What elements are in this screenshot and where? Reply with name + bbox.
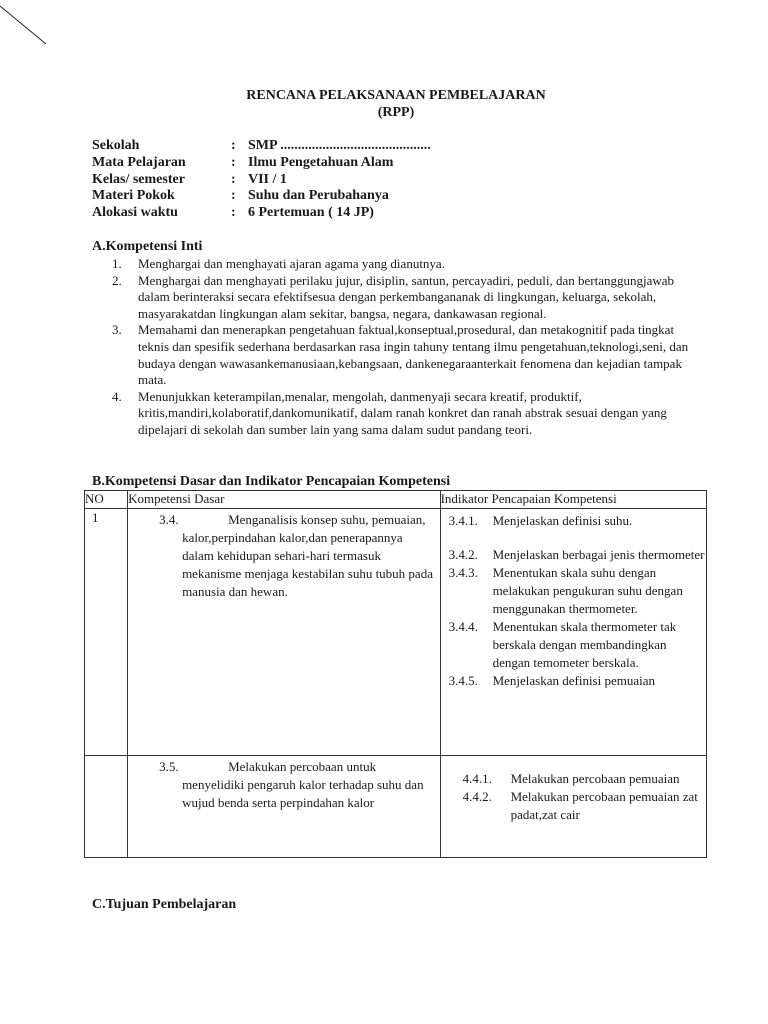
list-item-number: 2. [112,272,122,288]
indicator-number: 3.4.1. [448,513,478,528]
kompetensi-dasar-block [128,756,440,812]
indicator-text: Menjelaskan definisi suhu. [492,513,633,528]
info-value: Suhu dan Perubahanya [248,188,389,204]
row-number-cell [85,756,128,858]
indicator-item [463,788,706,824]
section-b-heading: B.Kompetensi Dasar dan Indikator Pencapaian Kompetensi [92,474,451,489]
info-colon: : [231,138,236,153]
indicator-text: Menjelaskan berbagai jenis thermometer [492,547,705,562]
document-subtitle: (RPP) [377,105,415,120]
indicator-text: Melakukan percobaan pemuaian [510,771,680,786]
info-label: Alokasi waktu [92,205,178,221]
info-colon: : [231,154,236,170]
section-c-heading: C.Tujuan Pembelajaran [92,897,237,912]
info-label: Mata Pelajaran [92,154,186,170]
indikator-cell [440,509,706,756]
info-label: Sekolah [92,138,140,153]
indicator-text: Melakukan percobaan pemuaian zat padat,zat cair [510,789,698,822]
list-item [92,273,707,323]
indicator-item [449,512,706,530]
info-value: SMP ........................................... [248,138,431,153]
indicator-item [463,770,706,788]
kompetensi-dasar-cell [128,756,441,858]
list-item-text: Menunjukkan keterampilan,menalar, mengolah, danmenyaji secara kreatif, produktif, kritis,mandiri,kolaboratif,dankomunikatif, dalam ranah konkret dan ranah abstrak sesuai dengan yang dipelajari di sekolah dan sumber lain yang sama dalam sudut pandang teori. [138,388,667,437]
indicator-number: 3.4.5. [448,673,478,688]
list-item [92,256,707,273]
list-item-number: 4. [112,388,122,404]
kd-number: 3.5. [159,759,179,774]
list-item-text: Menghargai dan menghayati perilaku jujur, disiplin, santun, percayadiri, peduli, dan bertanggungjawab dalam berinteraksi secara efektifsesua dengan perkembangananak di lingkungan, keluarga, sekolah, masyarakatdan lingkungan alam sekitar, bangsa, negara, dankawasan regional. [138,272,675,321]
section-a-heading: A.Kompetensi Inti [92,239,203,254]
indicator-number: 3.4.2. [448,547,478,562]
info-value: VII / 1 [248,171,287,187]
column-header-indikator: Indikator Pencapaian Kompetensi [440,491,706,509]
indicator-item [449,672,706,690]
page-fold-line [0,0,60,60]
list-item-number: 3. [112,322,122,338]
table-row [85,509,707,756]
indikator-cell [440,756,706,858]
kompetensi-dasar-cell [128,509,441,756]
indicator-item [449,618,706,672]
row-number-cell: 1 [85,509,128,756]
indicator-number: 4.4.1. [462,771,492,786]
indikator-list [441,756,706,824]
info-value: Ilmu Pengetahuan Alam [248,154,394,170]
indikator-list [441,509,706,690]
indicator-number: 3.4.3. [448,565,478,580]
indicator-text: Menjelaskan definisi pemuaian [492,673,656,688]
indicator-number: 3.4.4. [448,619,478,634]
info-label: Materi Pokok [92,188,175,204]
kompetensi-dasar-block [128,509,440,601]
list-item [92,389,707,439]
info-label: Kelas/ semester [92,171,185,187]
list-item-number: 1. [112,256,122,271]
document-title: RENCANA PELAKSANAAN PEMBELAJARAN [246,88,546,103]
column-header-kompetensi-dasar: Kompetensi Dasar [128,491,441,509]
info-colon: : [231,205,236,221]
list-item-text: Menghargai dan menghayati ajaran agama yang dianutnya. [138,256,445,271]
list-item [92,322,707,388]
list-item-text: Memahami dan menerapkan pengetahuan faktual,konseptual,prosedural, dan metakognitif pada tingkat teknis dan spesifik sederhana berdasarkan rasa ingin tahuny tentang ilmu pengetahuan,teknologi,seni, dan budaya dengan wawasankemanusiaan,kebangsaan, dankenegaraanterkait fenomena dan kejadian tampak mata. [138,322,689,388]
column-header-no: NO [85,491,128,509]
indicator-text: Menentukan skala thermometer tak berskala dengan membandingkan dengan temometer berskala. [492,619,677,670]
info-value: 6 Pertemuan ( 14 JP) [248,205,374,221]
kd-text: Melakukan percobaan untuk menyelidiki pengaruh kalor terhadap suhu dan wujud benda serta perpindahan kalor [182,759,424,810]
indicator-text: Menentukan skala suhu dengan melakukan pengukuran suhu dengan menggunakan thermometer. [492,565,683,616]
table-header-row [85,491,707,509]
kd-text: Menganalisis konsep suhu, pemuaian, kalor,perpindahan kalor,dan penerapannya dalam kehidupan sehari-hari termasuk mekanisme menjaga kestabilan suhu tubuh pada manusia dan hewan. [182,512,433,599]
indicator-item [449,564,706,618]
kd-number: 3.4. [159,512,179,527]
table-row [85,756,707,858]
kompetensi-inti-list [92,256,707,439]
info-colon: : [231,188,236,204]
indicator-number: 4.4.2. [462,789,492,804]
kompetensi-dasar-table [84,490,707,858]
info-colon: : [231,171,236,187]
indicator-item [449,546,706,564]
